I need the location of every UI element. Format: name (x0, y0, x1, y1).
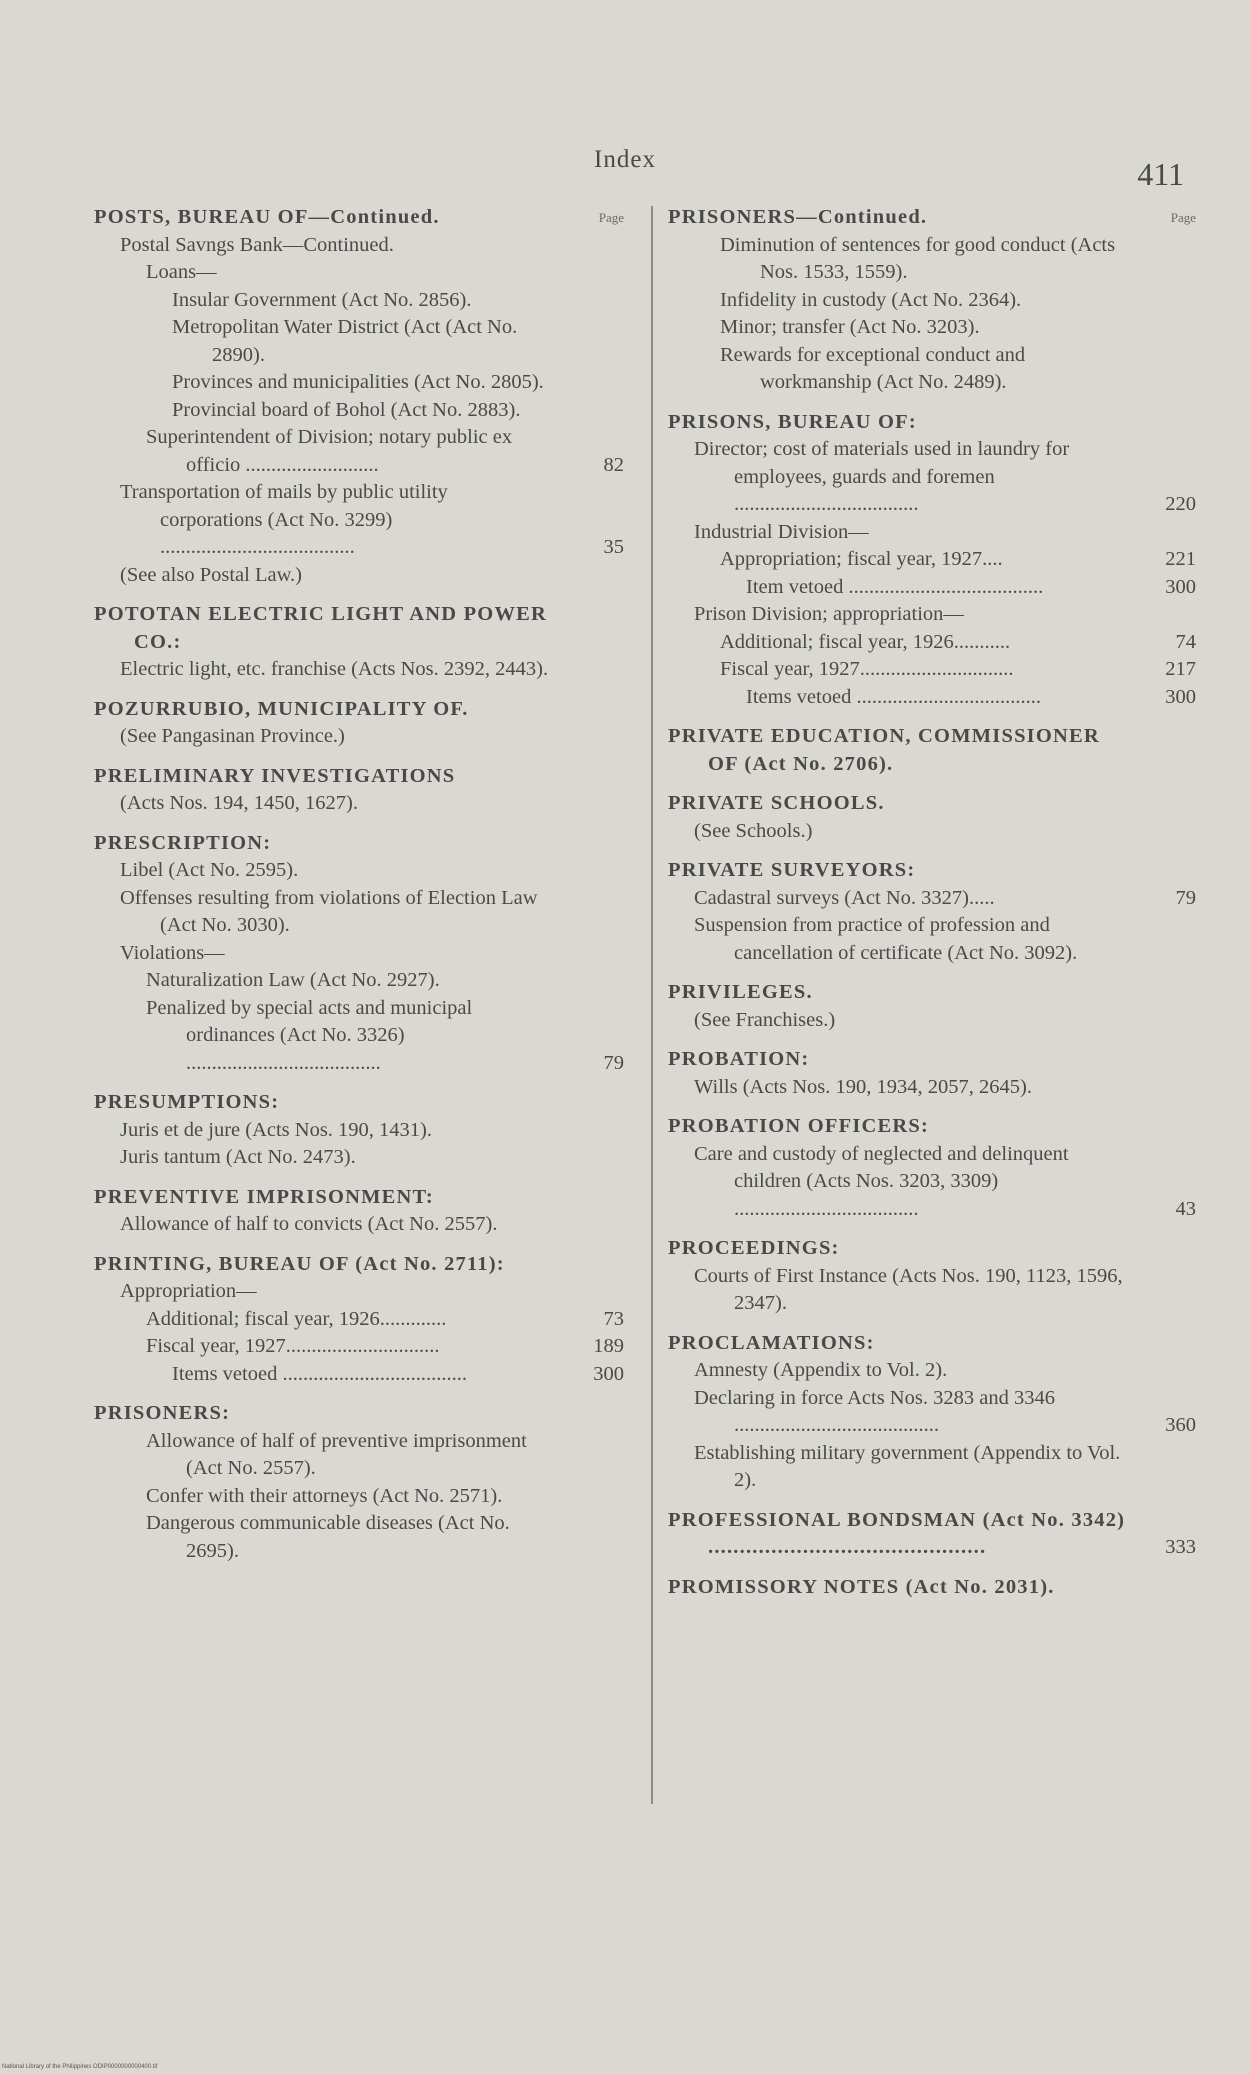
index-entry (94, 1117, 624, 1145)
column-divider (651, 206, 653, 1804)
index-entry (668, 629, 1196, 657)
index-entry (94, 314, 624, 369)
entry-text: PRIVILEGES. (668, 981, 813, 1003)
index-entry (94, 723, 624, 751)
entry-text: Care and custody of neglected and delinquent children (Acts Nos. 3203, 3309) .................................... (694, 1142, 1069, 1220)
entry-text: POSTS, BUREAU OF—Continued. (94, 206, 440, 228)
index-heading (94, 763, 624, 791)
index-entry (94, 369, 624, 397)
index-heading (94, 1089, 624, 1117)
entry-text: Minor; transfer (Act No. 3203). (720, 316, 980, 338)
index-entry (94, 1211, 624, 1239)
entry-text: PRIVATE EDUCATION, COMMISSIONER OF (Act No. 2706). (668, 725, 1100, 775)
index-entry (94, 287, 624, 315)
page-title: Index (594, 146, 656, 173)
entry-text: Industrial Division— (694, 520, 869, 543)
entry-text: Provincial board of Bohol (Act No. 2883). (172, 398, 521, 421)
page-column-label: Page (598, 210, 624, 225)
entry-text: PRISONERS—Continued. (668, 206, 928, 228)
page-reference: 82 (603, 453, 624, 476)
page-reference: 35 (603, 536, 624, 558)
index-entry (94, 1483, 624, 1511)
index-entry (668, 912, 1196, 967)
entry-text: PRESUMPTIONS: (94, 1091, 280, 1113)
right-index-column (668, 204, 1196, 1601)
index-heading (668, 790, 1196, 818)
index-heading (94, 1184, 624, 1212)
index-entry (94, 656, 624, 684)
page-reference: 300 (1165, 685, 1196, 708)
index-entry (668, 287, 1196, 315)
index-entry (94, 1510, 624, 1565)
index-heading (668, 979, 1196, 1007)
page-reference: 333 (1165, 1536, 1196, 1558)
index-entry (668, 1440, 1196, 1495)
entry-text: Penalized by special acts and municipal ordinances (Act No. 3326) ...................................... (146, 996, 473, 1074)
entry-text: PRESCRIPTION: (94, 831, 272, 854)
entry-text: Juris et de jure (Acts Nos. 190, 1431). (120, 1118, 433, 1141)
index-heading (668, 1113, 1196, 1141)
index-heading (668, 204, 1196, 232)
entry-text: POZURRUBIO, MUNICIPALITY OF. (94, 697, 469, 720)
index-entry (668, 436, 1196, 519)
entry-text: Establishing military government (Appendix to Vol. 2). (694, 1441, 1121, 1491)
index-entry (94, 1428, 624, 1483)
entry-text: Items vetoed .................................... (746, 685, 1041, 708)
index-entry (668, 684, 1196, 712)
page-reference: 300 (1165, 575, 1196, 598)
index-entry (668, 656, 1196, 684)
entry-text: Postal Savngs Bank—Continued. (120, 233, 394, 256)
page-reference: 221 (1165, 548, 1196, 570)
entry-text: Fiscal year, 1927.............................. (720, 658, 1014, 680)
index-entry (668, 519, 1196, 547)
entry-text: Items vetoed .................................... (172, 1362, 467, 1385)
index-entry (94, 1144, 624, 1172)
entry-text: Allowance of half to convicts (Act No. 2557). (120, 1213, 498, 1235)
page-reference: 74 (1175, 630, 1196, 653)
entry-text: Superintendent of Division; notary public ex officio .......................... (146, 426, 513, 476)
entry-text: Infidelity in custody (Act No. 2364). (720, 288, 1022, 311)
index-entry (668, 1357, 1196, 1385)
page-reference: 79 (1175, 886, 1196, 909)
index-entry (94, 424, 624, 479)
index-entry (94, 232, 624, 260)
entry-text: Libel (Act No. 2595). (120, 859, 299, 881)
entry-text: Additional; fiscal year, 1926........... (720, 630, 1011, 653)
index-entry (94, 1361, 624, 1389)
entry-text: Fiscal year, 1927.............................. (146, 1335, 440, 1357)
entry-text: Diminution of sentences for good conduct (Acts Nos. 1533, 1559). (720, 233, 1116, 283)
entry-text: Provinces and municipalities (Act No. 2805). (172, 371, 544, 393)
entry-text: Amnesty (Appendix to Vol. 2). (694, 1359, 948, 1381)
index-entry (668, 1074, 1196, 1102)
entry-text: Offenses resulting from violations of Election Law (Act No. 3030). (120, 886, 538, 936)
index-entry (94, 885, 624, 940)
index-heading (668, 1330, 1196, 1358)
entry-text: Naturalization Law (Act No. 2927). (146, 969, 440, 991)
entry-text: Director; cost of materials used in laundry for employees, guards and foremen .................................... (694, 438, 1070, 515)
entry-text: Insular Government (Act No. 2856). (172, 288, 472, 311)
index-heading (94, 830, 624, 858)
index-entry (668, 1141, 1196, 1224)
index-heading (668, 1574, 1196, 1602)
entry-text: (See Schools.) (694, 819, 813, 842)
page-reference: 79 (603, 1051, 624, 1074)
index-entry (668, 232, 1196, 287)
page-reference: 73 (603, 1307, 624, 1330)
page-reference: 43 (1175, 1197, 1196, 1220)
entry-text: (See Franchises.) (694, 1008, 836, 1031)
entry-text: Confer with their attorneys (Act No. 2571). (146, 1484, 503, 1507)
index-entry (94, 790, 624, 818)
index-entry (668, 1385, 1196, 1440)
entry-text: PRISONERS: (94, 1402, 231, 1424)
entry-text: Additional; fiscal year, 1926............. (146, 1307, 447, 1330)
entry-text: Rewards for exceptional conduct and workmanship (Act No. 2489). (720, 343, 1026, 393)
index-heading (668, 409, 1196, 437)
entry-text: Prison Division; appropriation— (694, 603, 964, 625)
entry-text: Wills (Acts Nos. 190, 1934, 2057, 2645). (694, 1075, 1032, 1098)
entry-text: PRISONS, BUREAU OF: (668, 410, 917, 433)
entry-text: Electric light, etc. franchise (Acts Nos. 2392, 2443). (120, 658, 549, 680)
entry-text: Transportation of mails by public utility corporations (Act No. 3299) ...................................... (120, 481, 448, 558)
index-entry (94, 1306, 624, 1334)
index-entry (94, 967, 624, 995)
entry-text: Metropolitan Water District (Act (Act No. 2890). (172, 316, 518, 366)
page-number: 411 (1137, 156, 1184, 192)
index-entry (668, 546, 1196, 574)
entry-text: Allowance of half of preventive imprisonment (Act No. 2557). (146, 1429, 527, 1479)
index-entry (94, 479, 624, 562)
index-heading (668, 857, 1196, 885)
index-entry (94, 562, 624, 590)
entry-text: PROBATION OFFICERS: (668, 1115, 930, 1137)
scan-credit: National Library of the Philippines ODIP0000000000400.tif (2, 2064, 158, 2070)
entry-text: (Acts Nos. 194, 1450, 1627). (120, 792, 359, 814)
index-heading (94, 1400, 624, 1428)
index-entry (94, 940, 624, 968)
index-entry (94, 259, 624, 287)
entry-text: PREVENTIVE IMPRISONMENT: (94, 1185, 434, 1208)
index-entry (668, 314, 1196, 342)
index-entry (668, 1007, 1196, 1035)
entry-text: PRIVATE SURVEYORS: (668, 859, 916, 881)
index-heading (668, 1046, 1196, 1074)
page-reference: 189 (593, 1335, 624, 1357)
index-heading (668, 723, 1196, 778)
entry-text: PROMISSORY NOTES (Act No. 2031). (668, 1575, 1055, 1598)
entry-text: POTOTAN ELECTRIC LIGHT AND POWER CO.: (94, 603, 548, 653)
entry-text: (See Pangasinan Province.) (120, 725, 345, 747)
index-entry (94, 1333, 624, 1361)
entry-text: PRELIMINARY INVESTIGATIONS (94, 764, 456, 787)
entry-text: Item vetoed ...................................... (746, 575, 1044, 598)
entry-text: (See also Postal Law.) (120, 563, 302, 586)
index-heading (94, 696, 624, 724)
entry-text: Appropriation— (120, 1280, 257, 1302)
index-heading (668, 1507, 1196, 1562)
index-entry (94, 397, 624, 425)
page-reference: 217 (1165, 658, 1196, 680)
index-entry (94, 995, 624, 1078)
entry-text: Suspension from practice of profession and cancellation of certificate (Act No. 3092). (694, 914, 1078, 964)
entry-text: Violations— (120, 941, 225, 964)
entry-text: Dangerous communicable diseases (Act No. 2695). (146, 1512, 510, 1562)
index-entry (668, 574, 1196, 602)
entry-text: PRIVATE SCHOOLS. (668, 792, 885, 814)
entry-text: PROCLAMATIONS: (668, 1331, 875, 1354)
entry-text: Loans— (146, 261, 217, 283)
index-heading (94, 601, 624, 656)
index-entry (668, 1263, 1196, 1318)
entry-text: PROBATION: (668, 1048, 810, 1070)
left-index-column (94, 204, 624, 1565)
entry-text: Juris tantum (Act No. 2473). (120, 1146, 356, 1168)
entry-text: PRINTING, BUREAU OF (Act No. 2711): (94, 1252, 505, 1275)
index-heading (668, 1235, 1196, 1263)
page-reference: 220 (1165, 493, 1196, 515)
page-reference: 300 (593, 1362, 624, 1385)
index-heading (94, 1251, 624, 1279)
index-entry (668, 342, 1196, 397)
page-column-label: Page (1170, 210, 1196, 225)
entry-text: Courts of First Instance (Acts Nos. 190, 1123, 1596, 2347). (694, 1264, 1123, 1314)
entry-text: Declaring in force Acts Nos. 3283 and 3346 ........................................ (694, 1386, 1055, 1436)
index-entry (94, 1278, 624, 1306)
entry-text: Cadastral surveys (Act No. 3327)..... (694, 886, 995, 909)
entry-text: PROCEEDINGS: (668, 1237, 840, 1259)
index-entry (94, 857, 624, 885)
page-reference: 360 (1165, 1414, 1196, 1436)
entry-text: Appropriation; fiscal year, 1927.... (720, 548, 1003, 570)
index-entry (668, 601, 1196, 629)
entry-text: PROFESSIONAL BONDSMAN (Act No. 3342) ............................................ (668, 1508, 1126, 1558)
index-entry (668, 885, 1196, 913)
index-heading (94, 204, 624, 232)
index-entry (668, 818, 1196, 846)
